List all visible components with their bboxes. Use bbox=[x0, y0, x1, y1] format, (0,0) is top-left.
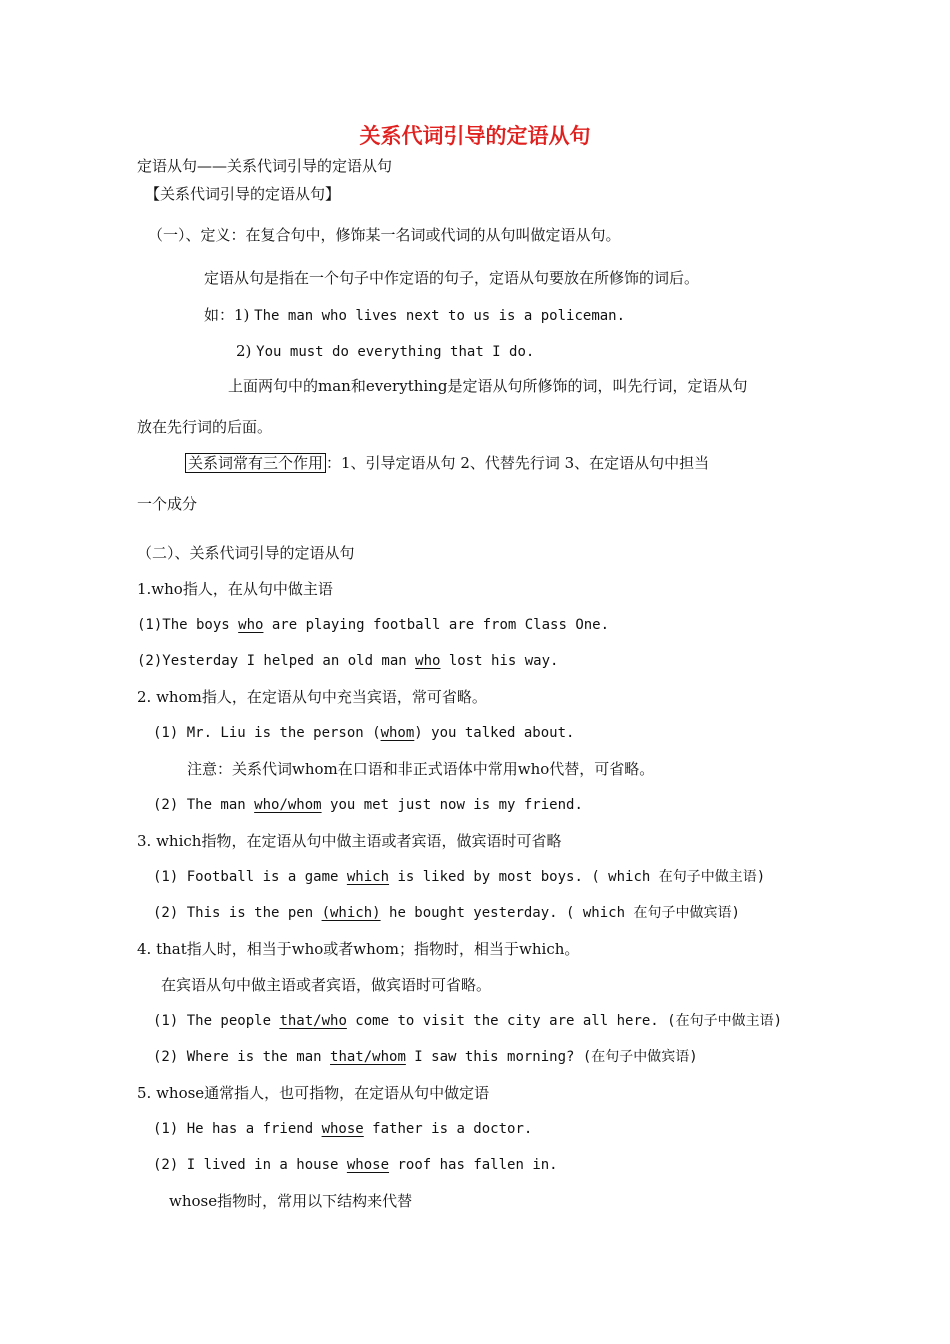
sentence-post: come to visit the city are all here. (在句子中做主语) bbox=[346, 1013, 783, 1029]
bracket-heading: 【关系代词引导的定语从句】 bbox=[145, 185, 341, 203]
whose-title: 5. whose通常指人，也可指物，在定语从句中做定语 bbox=[137, 1084, 490, 1102]
relative-pronoun: whom bbox=[380, 725, 415, 741]
which-example-2 bbox=[153, 903, 740, 923]
example-2 bbox=[236, 341, 534, 362]
antecedent-note-line1: 上面两句中的man和everything是定语从句所修饰的词，叫先行词，定语从句 bbox=[228, 377, 748, 395]
document-title: 关系代词引导的定语从句 bbox=[359, 124, 591, 148]
whose-example-2 bbox=[153, 1155, 558, 1175]
sentence-pre: (2) I lived in a house bbox=[153, 1157, 347, 1173]
whose-example-1 bbox=[153, 1119, 532, 1139]
antecedent-note-line2: 放在先行词的后面。 bbox=[137, 418, 273, 436]
sentence-pre: (2) The man bbox=[153, 797, 255, 813]
sentence-post: roof has fallen in. bbox=[389, 1157, 558, 1173]
whom-note: 注意：关系代词whom在口语和非正式语体中常用who代替，可省略。 bbox=[187, 760, 655, 778]
that-title: 4. that指人时，相当于who或者whom；指物时，相当于which。 bbox=[137, 940, 580, 958]
subtitle: 定语从句——关系代词引导的定语从句 bbox=[137, 157, 393, 175]
relative-pronoun: that/who bbox=[279, 1013, 347, 1029]
whom-example-1 bbox=[153, 723, 574, 743]
sentence-post: father is a doctor. bbox=[363, 1121, 533, 1137]
roles-line bbox=[185, 453, 709, 473]
relative-pronoun: whose bbox=[346, 1157, 390, 1173]
sentence-pre: (1) Mr. Liu is the person ( bbox=[153, 725, 381, 741]
sentence-post: he bought yesterday. ( which 在句子中做宾语) bbox=[380, 905, 740, 921]
sentence-post: you met just now is my friend. bbox=[321, 797, 583, 813]
sentence-post: is liked by most boys. ( which 在句子中做主语) bbox=[389, 869, 766, 885]
sentence-post: are playing football are from Class One. bbox=[263, 617, 610, 633]
sentence-pre: (2) This is the pen bbox=[153, 905, 322, 921]
example-1-sentence: The man who lives next to us is a policeman. bbox=[254, 308, 626, 324]
relative-pronoun: that/whom bbox=[330, 1049, 406, 1065]
who-example-2 bbox=[137, 651, 558, 671]
sentence-pre: (1) Football is a game bbox=[153, 869, 347, 885]
which-example-1 bbox=[153, 867, 765, 887]
whose-note: whose指物时，常用以下结构来代替 bbox=[169, 1192, 413, 1210]
that-example-1 bbox=[153, 1011, 782, 1031]
definition-text: 定语从句是指在一个句子中作定语的句子，定语从句要放在所修饰的词后。 bbox=[204, 269, 700, 287]
sentence-pre: (2) Where is the man bbox=[153, 1049, 331, 1065]
that-note: 在宾语从句中做主语或者宾语，做宾语时可省略。 bbox=[161, 976, 492, 994]
which-title: 3. which指物，在定语从句中做主语或者宾语，做宾语时可省略 bbox=[137, 832, 562, 850]
whom-title: 2. whom指人，在定语从句中充当宾语，常可省略。 bbox=[137, 688, 487, 706]
example-2-sentence: You must do everything that I do. bbox=[256, 344, 535, 360]
relative-pronoun: which bbox=[346, 869, 390, 885]
who-example-1 bbox=[137, 615, 609, 635]
sentence-post: I saw this morning? (在句子中做宾语) bbox=[405, 1049, 698, 1065]
relative-pronoun: whose bbox=[321, 1121, 364, 1137]
example-1 bbox=[204, 305, 625, 326]
relative-pronoun: who bbox=[238, 617, 264, 633]
sentence-pre: (1)The boys bbox=[137, 617, 239, 633]
sentence-post: lost his way. bbox=[440, 653, 559, 669]
section2-heading: （二）、关系代词引导的定语从句 bbox=[137, 544, 355, 562]
roles-line2: 一个成分 bbox=[137, 495, 198, 513]
whom-example-2 bbox=[153, 795, 583, 815]
sentence-pre: (1) He has a friend bbox=[153, 1121, 322, 1137]
example-2-prefix: 2) bbox=[236, 342, 257, 360]
relative-pronoun: who/whom bbox=[254, 797, 322, 813]
that-example-2 bbox=[153, 1047, 698, 1067]
section1-heading: （一）、定义：在复合句中，修饰某一名词或代词的从句叫做定语从句。 bbox=[148, 226, 621, 244]
relative-pronoun: who bbox=[415, 653, 441, 669]
roles-list: ：1、引导定语从句 2、代替先行词 3、在定语从句中担当 bbox=[326, 454, 710, 472]
sentence-post: ) you talked about. bbox=[414, 725, 575, 741]
sentence-pre: (2)Yesterday I helped an old man bbox=[137, 653, 416, 669]
who-title: 1.who指人，在从句中做主语 bbox=[137, 580, 333, 598]
example-1-prefix: 如：1) bbox=[204, 306, 255, 324]
roles-boxed-label: 关系词常有三个作用 bbox=[185, 453, 326, 473]
sentence-pre: (1) The people bbox=[153, 1013, 280, 1029]
relative-pronoun: (which) bbox=[321, 905, 381, 921]
